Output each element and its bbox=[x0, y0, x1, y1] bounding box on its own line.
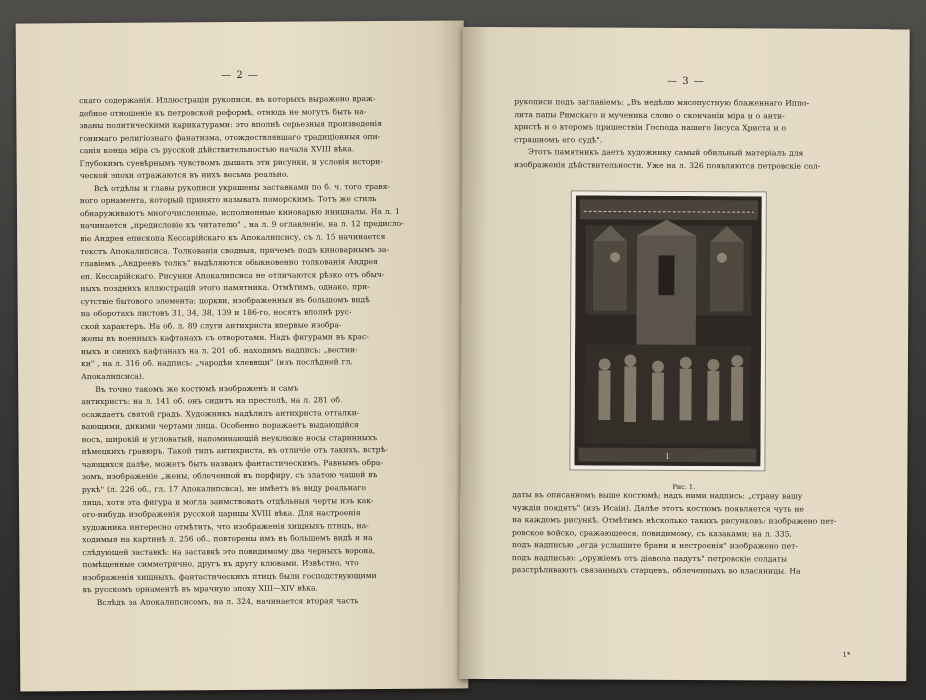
text-line: Этотъ памятникъ даетъ художнику самый обильный матеріалъ для bbox=[528, 147, 804, 158]
text-line: гонимаго религіознаго фанатизма, отождествлявшаго традиціонныя опи- bbox=[79, 131, 381, 143]
text-line: лица, хотя эта фигура и могла заимствовать отдѣльныя черты изъ как- bbox=[81, 495, 374, 507]
right-text-bottom bbox=[511, 489, 847, 651]
page-number: — 2 — bbox=[221, 69, 259, 82]
text-line: сутствіе бытового элемента: церкви, изображенныя въ большомъ видѣ bbox=[80, 294, 370, 306]
text-line: слѣдующей заставкѣ: на заставкѣ это повидимому два черныхъ ворона, bbox=[82, 545, 376, 557]
text-line: ныхъ позднихъ иллюстрацій этого памятника. Отмѣтимъ, однако, при- bbox=[80, 282, 370, 294]
text-line: ходимыя на картинѣ л. 256 об., повторены имъ въ большемъ видѣ и на bbox=[82, 533, 373, 545]
text-line: художника интересно отмѣтить, что изображенія хищныхъ птицъ, на- bbox=[82, 520, 369, 532]
text-line: чающихся далѣе, можетъ быть названъ фантастическимъ. Равнымъ обра- bbox=[81, 457, 384, 469]
text-line: ской характеръ. На об. л. 89 слуги антихриста впервые изобра- bbox=[80, 320, 342, 331]
right-page bbox=[459, 27, 909, 681]
text-line: віе Андрея епископа Кессарійскаго къ Апокалипсису, съ л. 15 начинается bbox=[80, 232, 386, 244]
text-line: Глубокимъ суевѣрнымъ чувствомъ дышать эти рисунки, и условія истори- bbox=[79, 156, 383, 168]
text-line: носъ, широкій и угловатый, напоминающій неуклюже носы старинныхъ bbox=[81, 432, 378, 444]
text-line: зомъ, изображеніе „жены, облеченной въ порфиру, съ златою чашей въ bbox=[81, 470, 378, 482]
text-line: ческой эпохи отражаются въ нихъ весьма реально. bbox=[79, 169, 289, 181]
text-line: Апокалипсиса). bbox=[81, 371, 145, 382]
text-line: страшномъ его судѣ". bbox=[514, 134, 603, 145]
text-line: санія конца міра съ русской дѣйствительностью начала XVIII вѣка. bbox=[79, 144, 355, 156]
text-line: изображенія дѣйствительности. Уже на л. 326 появляются петровскіе сол- bbox=[513, 159, 821, 171]
text-line: осаждаетъ святой градъ. Художникъ надѣлилъ антихриста отталки- bbox=[81, 407, 360, 419]
figure-caption: Рис. 1. bbox=[672, 482, 696, 492]
text-line: обнаруживаютъ многочисленные, исполненные киноварью инициалы. На л. 1 bbox=[79, 206, 400, 219]
text-line: Всѣ отдѣлы и главы рукописи украшены заставками по б. ч. того травя- bbox=[93, 181, 391, 193]
text-line: лита папы Римскаго и мученика слово о скончаніи міра и о анти- bbox=[514, 109, 785, 121]
signature-mark: 1* bbox=[842, 650, 851, 659]
text-line: начинается „предисловіе къ читателю" , на л. 9 оглавленіе, на л. 12 предисло- bbox=[80, 219, 404, 231]
text-line: дебное отношеніе къ петровской реформѣ, отнюдь не могутъ быть на- bbox=[79, 106, 367, 118]
text-line: въ русскомъ орнаментѣ въ мрачную эпоху XIII—XIV вѣка. bbox=[82, 583, 318, 595]
text-line: ного орнамента, который принято называть поморскимъ. Тотъ же стиль bbox=[79, 194, 377, 206]
text-line: на оборотахъ листовъ 31, 34, 38, 139 и 186-го, носятъ вполнѣ рус- bbox=[80, 307, 352, 319]
text-line: жены въ военныхъ кафтанахъ съ отворотами. Надъ фигурами въ крас- bbox=[80, 332, 369, 344]
text-line: помѣщенные симметрично, другъ въ другу клювами. Извѣстно, что bbox=[82, 558, 359, 570]
text-line: подъ надписью: „оружіемъ отъ діавола падутъ" петровскіе солдаты bbox=[511, 552, 788, 564]
text-line: званы политическими карикатурами: это вполнѣ серьезныя произведенія bbox=[79, 119, 382, 131]
left-text-column bbox=[79, 93, 413, 661]
svg-text:1: 1 bbox=[664, 451, 670, 461]
text-line: скаго содержанія. Иллюстраціи рукописи, въ которыхъ выражено враж- bbox=[79, 94, 376, 106]
text-line: Вслѣдъ за Апокалипсисомъ, на л. 324, начинается вторая часть bbox=[96, 596, 359, 607]
text-line: Въ точно такомъ же костюмѣ изображенъ и самъ bbox=[95, 383, 299, 394]
text-line: чуждіи поядятъ" (изъ Исаіи). Далѣе этотъ костюмъ появляется чуть не bbox=[512, 502, 804, 514]
page-number: — 3 — bbox=[667, 75, 705, 88]
text-line: вающими, дикими чертами лица. Особенно поражаетъ выдающійся bbox=[81, 420, 359, 432]
text-line: антихристъ: на л. 141 об. онъ сидитъ на престолѣ, на л. 281 об. bbox=[81, 395, 343, 407]
text-line: разстрѣливаютъ связанныхъ старцевъ, облеченныхъ во власяницы. На bbox=[511, 565, 801, 576]
text-line: подъ надписью „егда услышите брани и нестроенія" изображено пет- bbox=[511, 540, 798, 551]
text-line: изображенія хищныхъ, фантастическихъ птицъ были господствующими bbox=[82, 570, 377, 582]
text-line: христѣ и о второмъ пришествіи Господа нашего Іисуса Христа и о bbox=[514, 122, 787, 133]
text-line: текстъ Апокалипсиса. Толкованія сводныя, причемъ подъ киноварнымъ за- bbox=[80, 244, 390, 256]
miniature-illustration bbox=[569, 190, 766, 471]
text-line: рукѣ" (л. 226 об., гл. 17 Апокалипсиса), не имѣетъ въ виду реальнаго bbox=[81, 483, 366, 495]
miniature-image bbox=[574, 195, 761, 466]
text-line: рукописи подъ заглавіемъ: „Въ недѣлю мясопустную блаженнаго Иппо- bbox=[514, 97, 810, 108]
left-page bbox=[16, 20, 469, 691]
text-line: еп. Кессарійскаго. Рисунки Апокалипсиса не отличаются рѣзко отъ обыч- bbox=[80, 269, 385, 281]
text-line: ровское войско, сражающееся, повидимому, съ казаками; на л. 335, bbox=[512, 527, 792, 539]
text-line: нѣмецкихъ гравюръ. Такой типъ антихриста, въ отличіе отъ такихъ, встрѣ- bbox=[81, 445, 388, 457]
text-line: главіемъ „Андреевъ толкъ" выдѣляются обыкновенно толкованія Андрея bbox=[80, 257, 378, 269]
text-line: ныхъ и синихъ кафтанахъ на л. 201 об. находимъ надпись: „вестни- bbox=[80, 345, 358, 357]
text-line: ого-нибудь изображенія русской царицы XVIII вѣка. Для настроенія bbox=[82, 508, 361, 520]
text-line: ки" , на л. 316 об. надпись: „чародѣи хлеввщи" (изъ послѣдней гл. bbox=[81, 357, 353, 369]
text-line: на каждомъ рисункѣ. Отмѣтимъ нѣсколько такихъ рисунковъ: изображено пет- bbox=[512, 515, 837, 526]
text-line: даты въ описанномъ выше костюмѣ; надъ ними надпись: „страну вашу bbox=[512, 490, 803, 501]
